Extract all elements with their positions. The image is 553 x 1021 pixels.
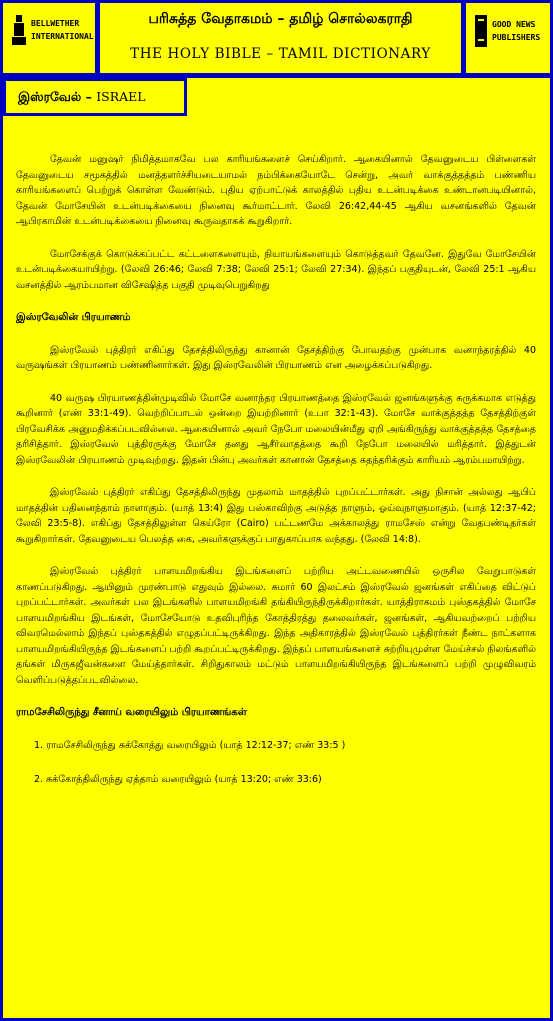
right-logo-line2: PUBLISHERS — [492, 33, 541, 42]
paragraph-3: இஸ்ரவேல் புத்திரர் எகிப்து தேசத்திலிருந்து கானான் தேசத்திற்கு போவதற்கு முன்பாக வனாந்தரத்தில் 40 வருஷங்கள் பிரயாணம் பண்ணினார்கள். இது இஸ்ரவேலின் பிரயாணம் என அழைக்கப்படுகிறது. — [16, 344, 536, 371]
entry-body — [16, 152, 536, 807]
subheading-rameses-to-sinai: ராமசேசிலிருந்து சீனாய் வரையிலும் பிரயாணங்கள் — [16, 707, 247, 718]
left-logo-line1: BELLWETHER — [31, 19, 80, 28]
publisher-logo-right — [463, 0, 553, 76]
entry-heading — [18, 89, 146, 106]
list-item — [34, 772, 536, 788]
paragraph-5: இஸ்ரவேல் புத்திரர் எகிப்து தேசத்திலிருந்து முதலாம் மாதத்தில் புறப்பட்டார்கள். அது நிசான் அல்லது ஆபிப் மாதத்தின் பதினைந்தாம் நாளாகும். (யாத் 13:4) இது பஸ்காவிற்கு அடுத்த நாளும், ஓய்வுநாளுமாகும். (யாத் 12:37-42; லேவி 23:5-8). எகிப்து தேசத்திலுள்ள கெய்ரோ (Cairo) பட்டணமே அக்காலத்து ராமசேஸ் என்று வேதபண்டிதர்கள் கூறுகிறார்கள். தேவனுடைய பெலத்த கை, அவர்களுக்குப் பாதுகாப்பாக வந்தது. (லேவி 14:8). — [16, 487, 536, 545]
list-item-number: 2. — [34, 774, 44, 785]
journey-list — [16, 738, 536, 788]
list-item-number: 1. — [34, 739, 44, 751]
dictionary-title-box — [97, 0, 464, 76]
subheading-journey: இஸ்ரவேலின் பிரயாணம் — [16, 312, 131, 323]
right-logo-line1: GOOD NEWS — [492, 20, 536, 29]
book-logo-icon — [474, 15, 488, 47]
entry-word-english: ISRAEL — [96, 89, 146, 104]
figure-logo-icon — [11, 15, 27, 45]
entry-separator: – — [81, 89, 97, 104]
paragraph-4: 40 வருஷ பிரயாணத்தின்முடிவில் மோசே வனாந்தர பிரயாணத்தை இஸ்ரவேல் ஜனங்களுக்கு சுருக்கமாக எடுத்து கூறினார் (எண் 33:1-49). வெற்றிப்பாடல் ஒன்றை இயற்றினார் (உபா 32:1-43). மோசே வாக்குத்தத்த தேசத்திற்குள் பிரவேசிக்க அனுமதிக்கப்படவில்லை. ஆகையினால் அவர் நேபோ மலையின்மீது ஏறி அங்கிருந்து வாக்குத்தத்த தேசத்தை தரிசித்தார். இஸ்ரவேல் புத்திரருக்கு மோசே தனது ஆசீர்வாதத்தை கூறி நேபோ மலையில் மரித்தார். இத்துடன் இஸ்ரவேலின் பிரயாணம் முடிவுற்றது. இதன் பின்பு அவர்கள் கானான் தேசத்தை சுதந்தரிக்கும் காரியம் ஆரம்பமாயிற்று. — [16, 392, 536, 466]
list-item-text: ராமசேசிலிருந்து சுக்கோத்து வரையிலும் (யாத் 12:12-37; எண் 33:5 ) — [46, 739, 346, 751]
publisher-logo-left — [0, 0, 98, 76]
left-logo-line2: INTERNATIONAL — [31, 32, 94, 41]
title-tamil: பரிசுத்த வேதாகமம் – தமிழ் சொல்லகராதி — [148, 11, 413, 27]
entry-word-tamil: இஸ்ரவேல் — [18, 89, 82, 104]
paragraph-1: தேவன் மனுஷர் நிமித்தமாகவே பல காரியங்களைச் செய்கிறார். ஆகையினால் தேவனுடைய பிள்ளைகள் தேவனுடைய சமூகத்தில் மனத்தளர்ச்சியடையாமல் நம்பிக்கையோடே சென்று, அவர் வாக்குத்தத்தம் பண்ணிய காரியங்களைப் பெற்றுக் கொள்ள வேண்டும். புதிய ஏற்பாட்டுக் காலத்தில் புதிய உடன்படிக்கை உண்டானபடியினால், தேவன் மோசேயின் உடன்படிக்கையை நினைவு கூர்மாட்டார். லேவி 26:42,44-45 ஆகிய வசனங்களில் தேவன் ஆபிரகாமின் உடன்படிக்கையை நினைவு கூருவதாகக் கூறுகிறார். — [16, 154, 536, 227]
paragraph-6: இஸ்ரவேல் புத்திரர் பாளயமிறங்கிய இடங்களைப் பற்றிய அட்டவணையில் ஒருசில வேறுபாடுகள் காணப்படுகிறது. ஆயினும் முரண்பாடு எதுவும் இல்லை. சுமார் 60 இலட்சம் இஸ்ரவேல் ஜனங்கள் எகிப்தை விட்டுப் புறப்பட்டார்கள். அவர்கள் பல இடங்களில் பாளயமிறங்கி தங்கியிருந்திருக்கிறார்கள். யாத்திராகமம் புஸ்தகத்தில் மோசே பாளயமிறங்கிய இடங்கள், மோசேயோடு உதவிபுரிந்த கோத்திரத்து தலைவர்கள், ஜனங்கள், ஆகியவற்றைப் பற்றிய விவரமெல்லாம் இந்தப் புஸ்தகத்தில் எழுதப்பட்டிருக்கிறது. இந்த அதிகாரத்தில் இஸ்ரவேல் புத்திரர்கள் நீண்ட நாட்களாக பாளயமிறங்கியிருந்த இடங்களைப் பற்றி கூறப்பட்டிருக்கிறது. இந்தப் பாளயங்களைச் சுற்றியுமுள்ள மேய்ச்சல் நிலங்களில் தங்கள் மிருகஜீவன்களை மேய்த்தார்கள். சிறிதுகாலம் மட்டும் பாளயமிறங்கியிருந்த இடங்களைப் பற்றி முழுவிவரம் வெளிப்படுத்தப்படவில்லை. — [16, 566, 536, 686]
paragraph-2: மோசேக்குக் கொடுக்கப்பட்ட கட்டளைகளையும், நியாயங்களையும் கொடுத்தவர் தேவனே. இதுவே மோசேயின் உடன்படிக்கையாயிற்று. (லேவி 26:46; லேவி 7:38; லேவி 25:1; லேவி 27:34). இந்தப் பகுதியுடன், லேவி 25:1 ஆகிய வசனத்தில் ஆரம்பமான விசேஷித்த பகுதி முடிவுபெறுகிறது — [16, 248, 536, 291]
title-english: THE HOLY BIBLE – TAMIL DICTIONARY — [130, 46, 431, 62]
list-item — [34, 738, 536, 754]
list-item-text: சுக்கோத்திலிருந்து ஏத்தாம் வரையிலும் (யாத் 13:20; எண் 33:6) — [46, 774, 322, 785]
entry-heading-box — [3, 78, 187, 116]
